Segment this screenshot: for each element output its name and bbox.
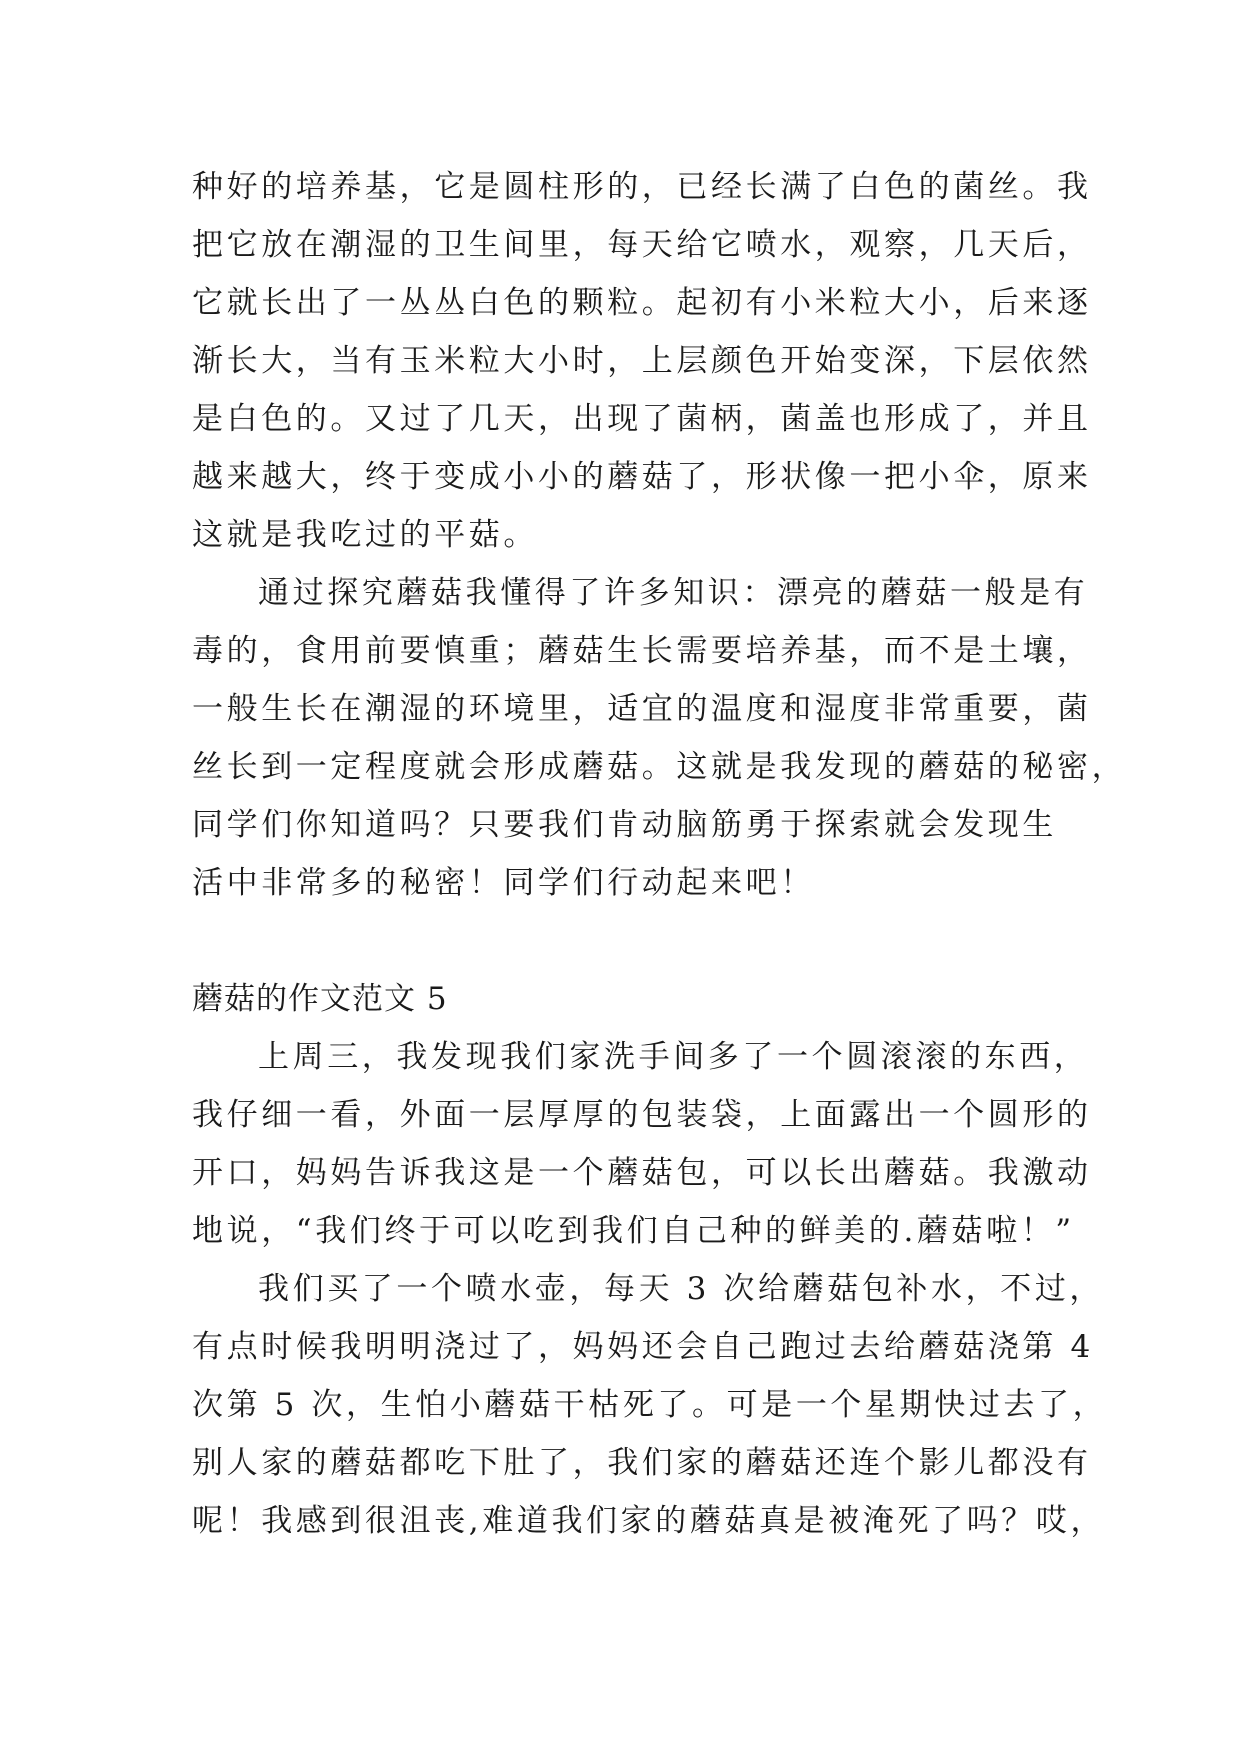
document-body	[192, 158, 1127, 1550]
text-line: 是白色的。又过了几天，出现了菌柄，菌盖也形成了，并且	[192, 401, 1092, 437]
text-line: 开口，妈妈告诉我这是一个蘑菇包，可以长出蘑菇。我激动	[192, 1155, 1092, 1191]
text-line: 把它放在潮湿的卫生间里，每天给它喷水，观察，几天后，	[192, 227, 1092, 263]
text-line: 呢！我感到很沮丧,难道我们家的蘑菇真是被淹死了吗？哎，	[192, 1503, 1106, 1539]
text-line: 渐长大，当有玉米粒大小时，上层颜色开始变深，下层依然	[192, 343, 1092, 379]
section-gap	[192, 912, 1072, 970]
text-line: 越来越大，终于变成小小的蘑菇了，形状像一把小伞，原来	[192, 459, 1092, 495]
text-line: 它就长出了一丛丛白色的颗粒。起初有小米粒大小，后来逐	[192, 285, 1092, 321]
text-line: 我仔细一看，外面一层厚厚的包装袋，上面露出一个圆形的	[192, 1097, 1092, 1133]
text-line: 地说，“我们终于可以吃到我们自己种的鲜美的.蘑菇啦！”	[192, 1213, 1075, 1249]
paragraph-conclusion	[192, 564, 1127, 912]
text-line: 通过探究蘑菇我懂得了许多知识：漂亮的蘑菇一般是有	[258, 575, 1089, 611]
paragraph-watering	[192, 1260, 1108, 1550]
text-line: 上周三，我发现我们家洗手间多了一个圆滚滚的东西，	[258, 1039, 1089, 1075]
paragraph-mushroom-bag	[192, 1028, 1092, 1260]
text-line: 毒的，食用前要慎重；蘑菇生长需要培养基，而不是土壤，	[192, 633, 1092, 669]
paragraph-mushroom-growth	[192, 158, 1092, 564]
text-line: 我们买了一个喷水壶，每天 3 次给蘑菇包补水，不过，	[258, 1271, 1105, 1307]
text-line: 这就是我吃过的平菇。	[192, 517, 538, 553]
text-line: 活中非常多的秘密！同学们行动起来吧！	[192, 865, 815, 901]
text-line: 次第 5 次，生怕小蘑菇干枯死了。可是一个星期快过去了，	[192, 1387, 1108, 1423]
section-title: 蘑菇的作文范文 5	[192, 981, 448, 1017]
text-line: 种好的培养基，它是圆柱形的，已经长满了白色的菌丝。我	[192, 169, 1092, 205]
text-line: 别人家的蘑菇都吃下肚了，我们家的蘑菇还连个影儿都没有	[192, 1445, 1092, 1481]
text-line: 同学们你知道吗？只要我们肯动脑筋勇于探索就会发现生	[192, 807, 1057, 843]
text-line: 丝长到一定程度就会形成蘑菇。这就是我发现的蘑菇的秘密，	[192, 749, 1127, 785]
text-line: 有点时候我明明浇过了，妈妈还会自己跑过去给蘑菇浇第 4	[192, 1329, 1094, 1365]
text-line: 一般生长在潮湿的环境里，适宜的温度和湿度非常重要，菌	[192, 691, 1092, 727]
